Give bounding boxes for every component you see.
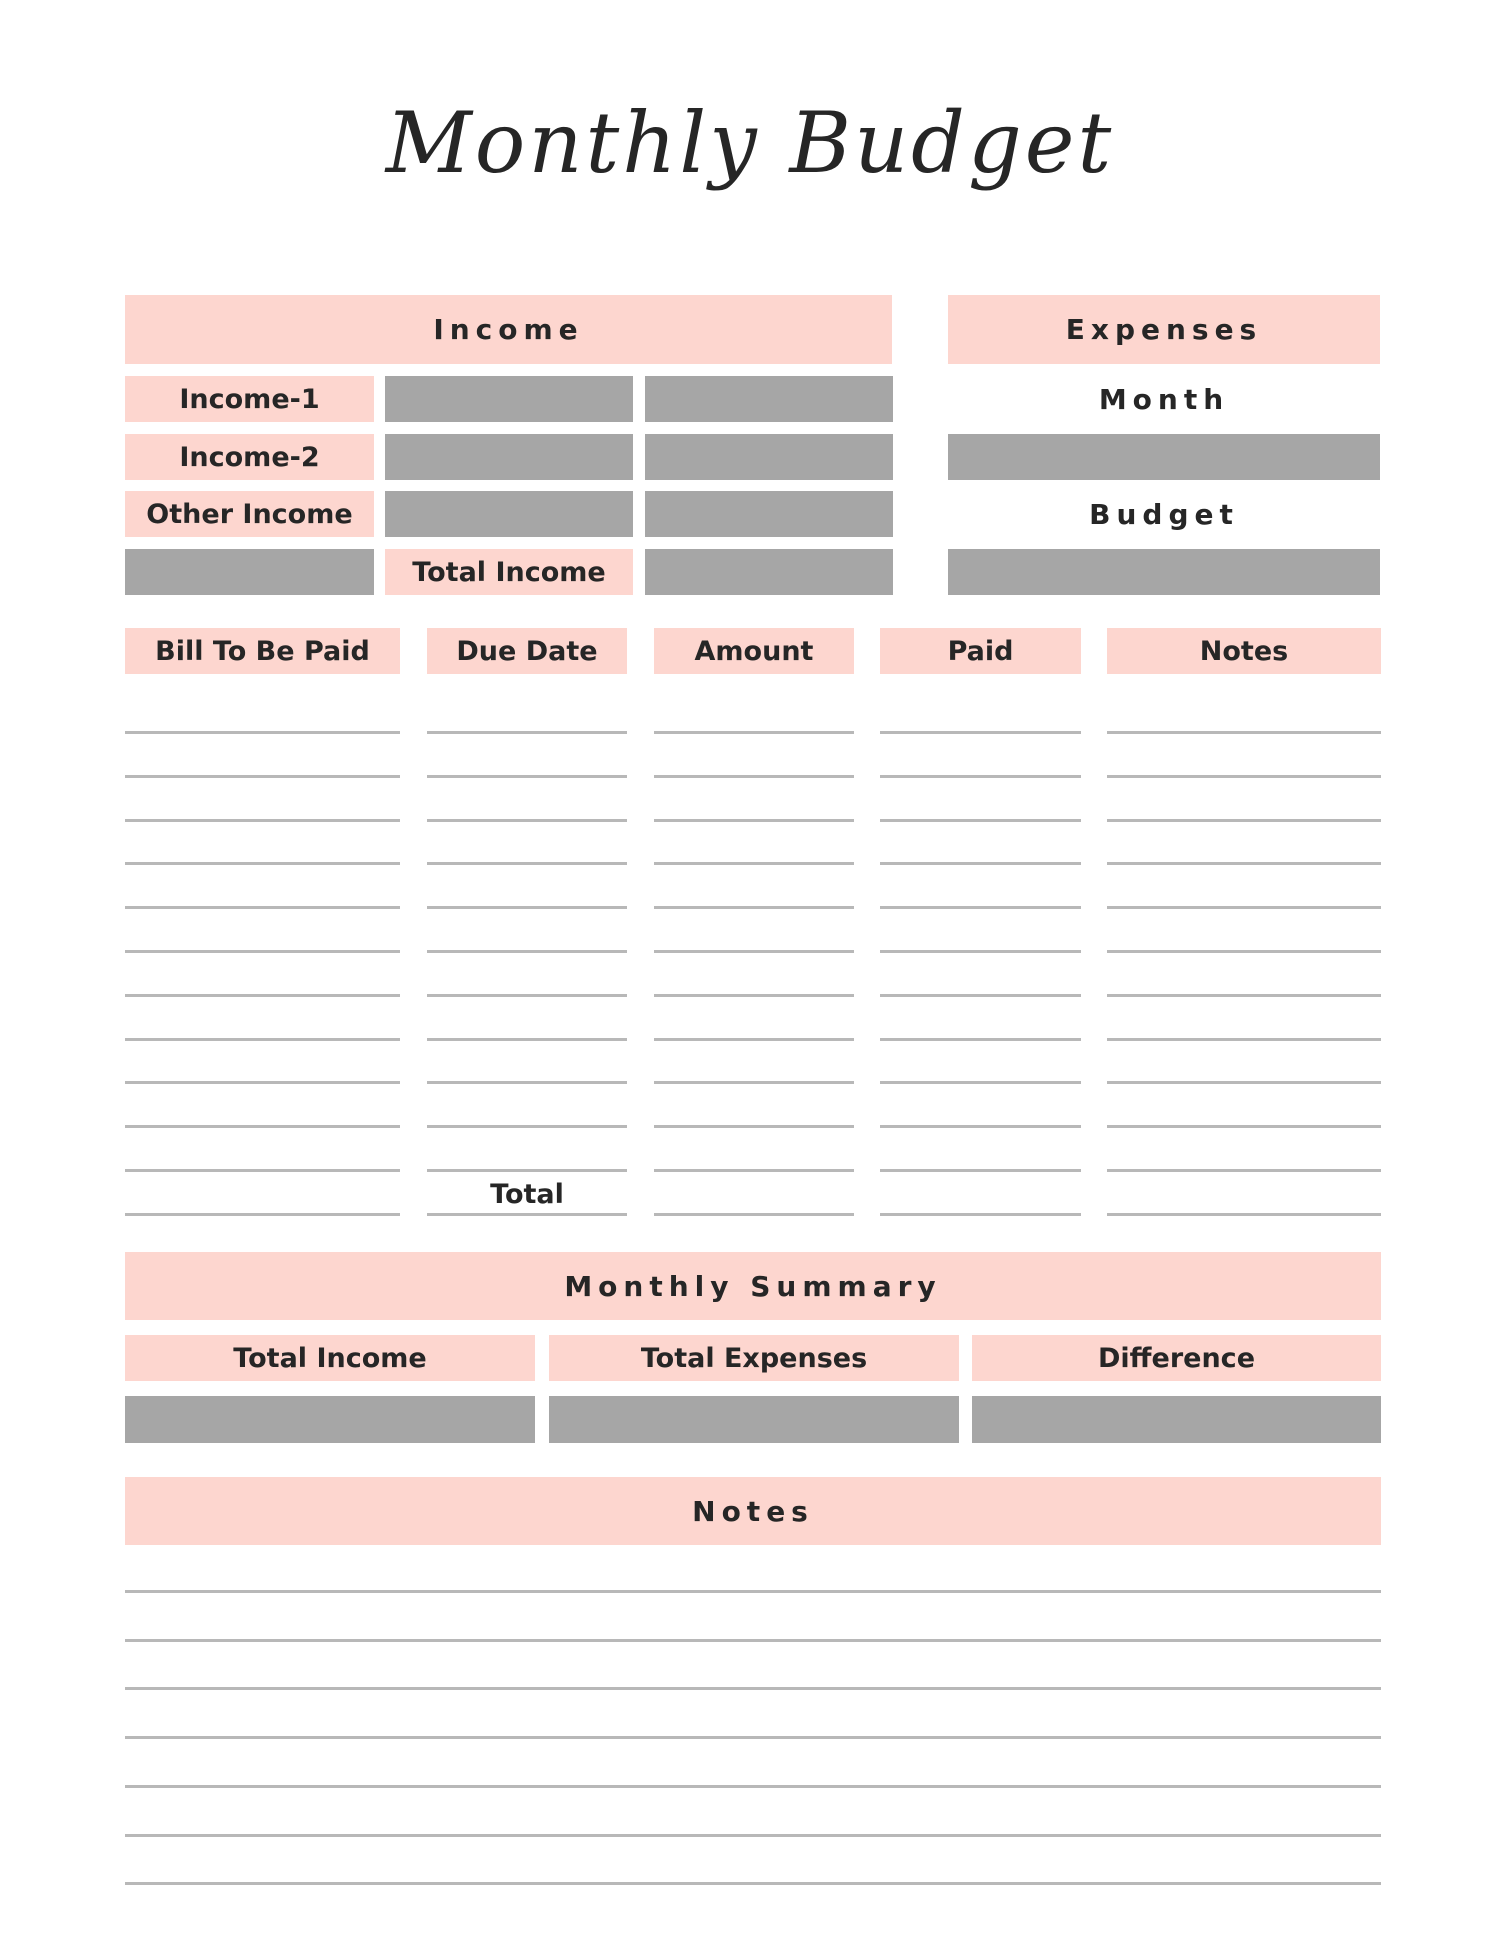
bill-entry-line[interactable]	[1107, 731, 1381, 734]
expenses-header: Expenses	[948, 295, 1380, 364]
total-income-field-a[interactable]	[125, 549, 374, 595]
budget-field[interactable]	[948, 549, 1380, 595]
month-field[interactable]	[948, 434, 1380, 480]
bill-entry-line[interactable]	[125, 1213, 400, 1216]
bill-entry-line[interactable]	[654, 775, 854, 778]
bill-entry-line[interactable]	[427, 1125, 627, 1128]
income-1-field-a[interactable]	[385, 376, 633, 422]
bill-entry-line[interactable]	[654, 731, 854, 734]
summary-difference-label: Difference	[972, 1335, 1381, 1381]
other-income-field-b[interactable]	[645, 491, 893, 537]
bill-entry-line[interactable]	[1107, 950, 1381, 953]
bill-entry-line[interactable]	[880, 1213, 1081, 1216]
total-income-field-b[interactable]	[645, 549, 893, 595]
bill-entry-line[interactable]	[654, 1081, 854, 1084]
income-header: Income	[125, 295, 892, 364]
bill-entry-line[interactable]	[880, 1081, 1081, 1084]
notes-entry-line[interactable]	[125, 1639, 1381, 1642]
bill-entry-line[interactable]	[125, 1081, 400, 1084]
bill-entry-line[interactable]	[1107, 1169, 1381, 1172]
bill-entry-line[interactable]	[125, 1038, 400, 1041]
bill-entry-line[interactable]	[654, 1038, 854, 1041]
summary-total-expenses-label: Total Expenses	[549, 1335, 959, 1381]
bill-entry-line[interactable]	[427, 994, 627, 997]
bill-entry-line[interactable]	[125, 906, 400, 909]
bill-entry-line[interactable]	[880, 1125, 1081, 1128]
bill-entry-line[interactable]	[654, 1213, 854, 1216]
notes-entry-line[interactable]	[125, 1590, 1381, 1593]
bill-entry-line[interactable]	[1107, 1081, 1381, 1084]
amount-column-header: Amount	[654, 628, 854, 674]
notes-header: Notes	[125, 1477, 1381, 1545]
due-date-column-header: Due Date	[427, 628, 627, 674]
bill-entry-line[interactable]	[427, 1038, 627, 1041]
bill-entry-line[interactable]	[125, 994, 400, 997]
notes-column-header: Notes	[1107, 628, 1381, 674]
income-2-field-b[interactable]	[645, 434, 893, 480]
budget-label: Budget	[1089, 497, 1239, 531]
bill-entry-line[interactable]	[880, 950, 1081, 953]
summary-total-income-label: Total Income	[125, 1335, 535, 1381]
notes-entry-line[interactable]	[125, 1687, 1381, 1690]
notes-entry-line[interactable]	[125, 1736, 1381, 1739]
bill-entry-line[interactable]	[1107, 994, 1381, 997]
notes-entry-line[interactable]	[125, 1785, 1381, 1788]
bill-entry-line[interactable]	[880, 906, 1081, 909]
summary-total-expenses-field[interactable]	[549, 1396, 959, 1443]
bill-entry-line[interactable]	[880, 731, 1081, 734]
page-title: Monthly Budget	[385, 94, 1115, 192]
bill-entry-line[interactable]	[427, 731, 627, 734]
notes-entry-line[interactable]	[125, 1834, 1381, 1837]
bill-entry-line[interactable]	[654, 906, 854, 909]
bill-entry-line[interactable]	[654, 819, 854, 822]
bill-entry-line[interactable]	[654, 1169, 854, 1172]
income-row-label-2: Income-2	[125, 434, 374, 480]
income-row-label-other: Other Income	[125, 491, 374, 537]
bill-entry-line[interactable]	[1107, 906, 1381, 909]
bills-total-label: Total	[490, 1178, 564, 1210]
bill-entry-line[interactable]	[1107, 819, 1381, 822]
bill-entry-line[interactable]	[427, 906, 627, 909]
bill-entry-line[interactable]	[880, 1169, 1081, 1172]
income-2-field-a[interactable]	[385, 434, 633, 480]
bill-entry-line[interactable]	[880, 1038, 1081, 1041]
bill-entry-line[interactable]	[125, 819, 400, 822]
bill-entry-line[interactable]	[654, 1125, 854, 1128]
bill-entry-line[interactable]	[654, 994, 854, 997]
monthly-summary-header: Monthly Summary	[125, 1252, 1381, 1320]
summary-difference-field[interactable]	[972, 1396, 1381, 1443]
bill-entry-line[interactable]	[880, 775, 1081, 778]
bill-entry-line[interactable]	[1107, 775, 1381, 778]
month-label: Month	[1098, 382, 1230, 416]
notes-entry-line[interactable]	[125, 1882, 1381, 1885]
bill-entry-line[interactable]	[1107, 1125, 1381, 1128]
summary-total-income-field[interactable]	[125, 1396, 535, 1443]
paid-column-header: Paid	[880, 628, 1081, 674]
income-row-label-1: Income-1	[125, 376, 374, 422]
bill-entry-line[interactable]	[654, 862, 854, 865]
bill-entry-line[interactable]	[427, 775, 627, 778]
other-income-field-a[interactable]	[385, 491, 633, 537]
bill-entry-line[interactable]	[880, 862, 1081, 865]
bill-entry-line[interactable]	[654, 950, 854, 953]
bill-entry-line[interactable]	[1107, 1213, 1381, 1216]
income-1-field-b[interactable]	[645, 376, 893, 422]
bill-entry-line[interactable]	[1107, 1038, 1381, 1041]
bill-entry-line[interactable]	[880, 819, 1081, 822]
bill-entry-line[interactable]	[427, 950, 627, 953]
bill-entry-line[interactable]	[125, 950, 400, 953]
bill-entry-line[interactable]	[125, 862, 400, 865]
bill-entry-line[interactable]	[427, 819, 627, 822]
bill-column-header: Bill To Be Paid	[125, 628, 400, 674]
bill-entry-line[interactable]	[125, 1125, 400, 1128]
bill-entry-line[interactable]	[125, 731, 400, 734]
total-income-label: Total Income	[385, 549, 633, 595]
bill-entry-line[interactable]	[1107, 862, 1381, 865]
bill-entry-line[interactable]	[427, 1081, 627, 1084]
bill-entry-line[interactable]	[880, 994, 1081, 997]
bill-entry-line[interactable]	[125, 775, 400, 778]
bill-entry-line[interactable]	[427, 862, 627, 865]
bill-entry-line[interactable]	[125, 1169, 400, 1172]
